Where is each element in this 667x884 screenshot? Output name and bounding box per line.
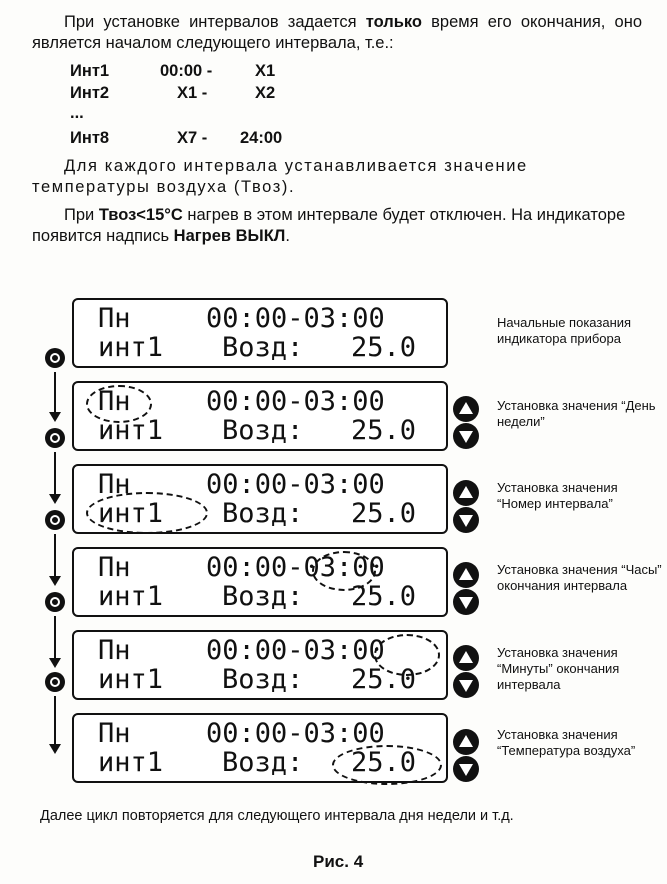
intro-p3-bold: Твоз<15°С xyxy=(98,206,183,224)
lcd-interval: инт1 xyxy=(98,664,164,695)
interval-end: Х1 xyxy=(255,62,276,80)
intro-paragraph-1 xyxy=(32,12,642,54)
down-button-icon[interactable] xyxy=(453,589,479,615)
up-button-icon[interactable] xyxy=(453,562,479,588)
lcd-value: 25.0 xyxy=(351,747,417,778)
highlight-oval-interval xyxy=(86,492,208,534)
arrow-down-icon xyxy=(54,534,56,578)
intro-p1-bold: только xyxy=(365,13,422,31)
lcd-param: Возд: xyxy=(222,498,304,529)
note-minutes: Установка значения “Минуты” окончания интервала xyxy=(497,645,620,692)
up-button-icon[interactable] xyxy=(453,645,479,671)
note-temperature: Установка значения “Температура воздуха” xyxy=(497,727,636,758)
up-button-icon[interactable] xyxy=(453,396,479,422)
lcd-time-range: 00:00-03:00 xyxy=(206,718,385,749)
lcd-param: Возд: xyxy=(222,332,304,363)
select-button-icon[interactable] xyxy=(45,672,65,692)
down-button-icon[interactable] xyxy=(453,507,479,533)
arrow-down-icon xyxy=(54,452,56,496)
lcd-value: 25.0 xyxy=(351,498,417,529)
lcd-time-range: 00:00-03:00 xyxy=(206,386,385,417)
arrow-down-icon xyxy=(54,696,56,746)
intro-p3-bold-2: Нагрев ВЫКЛ xyxy=(173,227,286,245)
intro-p3-text-a: При xyxy=(64,206,99,224)
down-button-icon[interactable] xyxy=(453,756,479,782)
lcd-interval: инт1 xyxy=(98,332,164,363)
note-interval: Установка значения “Номер интервала” xyxy=(497,480,618,511)
interval-end: Х2 xyxy=(255,84,276,102)
lcd-day: Пн xyxy=(98,552,131,583)
select-button-icon[interactable] xyxy=(45,510,65,530)
lcd-display-6 xyxy=(72,713,448,783)
lcd-day: Пн xyxy=(98,718,131,749)
note-initial: Начальные показания индикатора прибора xyxy=(497,315,632,346)
select-button-icon[interactable] xyxy=(45,428,65,448)
lcd-day: Пн xyxy=(98,635,131,666)
down-button-icon[interactable] xyxy=(453,672,479,698)
interval-label: Инт2 xyxy=(70,84,110,102)
interval-ellipsis: ... xyxy=(70,104,84,122)
interval-label: Инт1 xyxy=(70,62,110,80)
intro-paragraph-2: Для каждого интервала устанавливается значение температуры воздуха (Твоз). xyxy=(32,157,528,196)
interval-start: 00:00 - xyxy=(160,62,213,80)
lcd-interval: инт1 xyxy=(98,581,164,612)
interval-label: Инт8 xyxy=(70,129,110,147)
select-button-icon[interactable] xyxy=(45,592,65,612)
lcd-display-5 xyxy=(72,630,448,700)
lcd-time-range: 00:00-03:00 xyxy=(206,303,385,334)
lcd-display-1 xyxy=(72,298,448,368)
lcd-value: 25.0 xyxy=(351,415,417,446)
highlight-oval-hours xyxy=(312,551,376,591)
lcd-interval: инт1 xyxy=(98,747,164,778)
lcd-param: Возд: xyxy=(222,664,304,695)
intro-p1-text-a: При установке интервалов задается xyxy=(64,13,366,31)
lcd-time-range: 00:00-03:00 xyxy=(206,552,385,583)
footer-text: Далее цикл повторяется для следующего интервала дня недели и т.д. xyxy=(40,808,514,824)
highlight-oval-minutes xyxy=(374,634,440,676)
lcd-value: 25.0 xyxy=(351,664,417,695)
lcd-interval: инт1 xyxy=(98,415,164,446)
interval-start: Х7 - xyxy=(177,129,208,147)
arrow-down-icon xyxy=(54,372,56,414)
up-button-icon[interactable] xyxy=(453,729,479,755)
lcd-display-2 xyxy=(72,381,448,451)
down-button-icon[interactable] xyxy=(453,423,479,449)
lcd-time-range: 00:00-03:00 xyxy=(206,469,385,500)
interval-end: 24:00 xyxy=(240,129,283,147)
lcd-display-3 xyxy=(72,464,448,534)
lcd-day: Пн xyxy=(98,469,131,500)
note-day: Установка значения “День недели” xyxy=(497,398,656,429)
lcd-interval: инт1 xyxy=(98,498,164,529)
select-button-icon[interactable] xyxy=(45,348,65,368)
lcd-value: 25.0 xyxy=(351,581,417,612)
lcd-value: 25.0 xyxy=(351,332,417,363)
lcd-day: Пн xyxy=(98,303,131,334)
highlight-oval-temperature xyxy=(332,745,442,785)
highlight-oval-day xyxy=(86,385,152,423)
lcd-time-range: 00:00-03:00 xyxy=(206,635,385,666)
intro-p3-text-b: нагрев в этом интервале будет отключен. На индикаторе появится надпись xyxy=(32,206,626,245)
intro-p3-end: . xyxy=(285,227,290,245)
intro-p1-text-b: время его окончания, оно является началом следующего интервала, т.е.: xyxy=(32,13,642,52)
interval-start: Х1 - xyxy=(177,84,208,102)
note-hours: Установка значения “Часы” окончания интервала xyxy=(497,562,662,593)
figure-caption: Рис. 4 xyxy=(313,852,364,871)
lcd-param: Возд: xyxy=(222,581,304,612)
lcd-display-4 xyxy=(72,547,448,617)
intro-paragraph-3 xyxy=(32,205,642,247)
lcd-param: Возд: xyxy=(222,415,304,446)
arrow-down-icon xyxy=(54,616,56,660)
up-button-icon[interactable] xyxy=(453,480,479,506)
lcd-day: Пн xyxy=(98,386,131,417)
lcd-param: Возд: xyxy=(222,747,304,778)
